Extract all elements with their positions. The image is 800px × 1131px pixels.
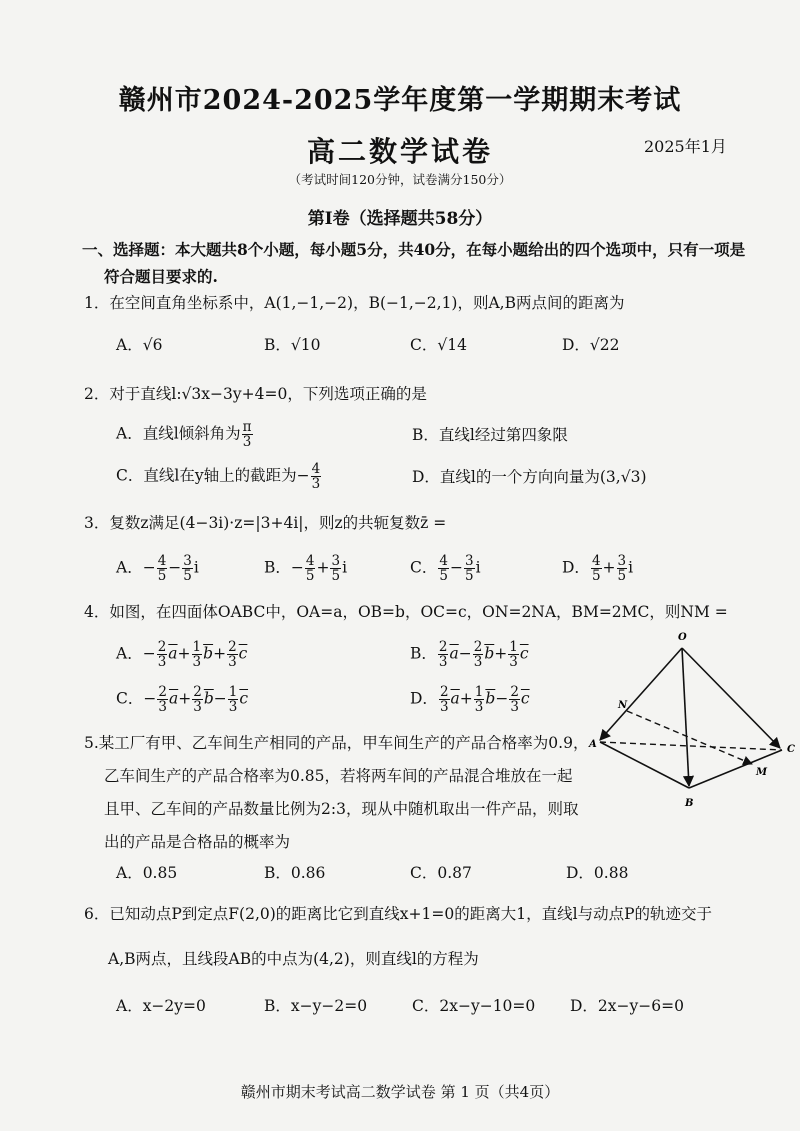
sign: − <box>143 689 157 708</box>
numerator: 4 <box>439 553 448 569</box>
denominator: 3 <box>311 476 321 492</box>
q5-option-a: A．0.85 <box>116 864 178 882</box>
sign: + <box>178 689 192 708</box>
question-5-line3: 且甲、乙车间的产品数量比例为2:3，现从中随机取出一件产品，则取 <box>104 800 579 818</box>
vector-symbol: $\overline{c}$ <box>239 689 249 708</box>
numerator: 2 <box>193 684 202 700</box>
fraction <box>157 640 168 669</box>
sign: − <box>449 558 463 577</box>
section-heading-line1: 一、选择题：本大题共8个小题，每小题5分，共40分，在每小题给出的四个选项中，只有一项是 <box>82 240 746 259</box>
vector-symbol: $\overline{b}$ <box>484 644 495 663</box>
numerator: 1 <box>228 684 238 700</box>
q4-option-c <box>116 685 248 714</box>
exam-date: 2025年1月 <box>644 137 727 156</box>
fraction <box>330 554 341 583</box>
numerator: 2 <box>439 684 449 700</box>
edge-bc <box>689 750 782 788</box>
sign: − <box>290 558 304 577</box>
numerator: 2 <box>473 639 483 655</box>
edge-ab <box>600 742 689 788</box>
q3-option-c <box>410 554 481 583</box>
denominator: 3 <box>193 699 202 715</box>
question-4 <box>84 601 728 623</box>
fraction <box>157 685 168 714</box>
page-footer: 赣州市期末考试高二数学试卷 第 1 页（共4页） <box>240 1083 560 1101</box>
denominator: 3 <box>510 699 519 715</box>
fraction <box>242 420 253 449</box>
numerator: 3 <box>617 553 627 569</box>
question-number: 3． <box>84 514 110 532</box>
denominator: 5 <box>617 568 627 584</box>
numerator: 3 <box>331 553 341 569</box>
denominator: 5 <box>183 568 192 584</box>
numerator: 4 <box>157 553 167 569</box>
q1-option-d: D．√22 <box>562 336 620 354</box>
fraction <box>228 685 239 714</box>
q6-option-c: C．2x−y−10=0 <box>412 997 536 1015</box>
fraction <box>227 640 238 669</box>
vector-symbol: $\overline{c}$ <box>238 644 248 663</box>
fraction <box>438 640 449 669</box>
question-number: 5. <box>84 734 99 752</box>
fraction <box>182 554 193 583</box>
question-text: 对于直线l:√3x−3y+4=0，下列选项正确的是 <box>109 385 427 403</box>
denominator: 3 <box>474 699 484 715</box>
q2-option-b: B．直线l经过第四象限 <box>412 426 568 444</box>
edge-ob <box>682 648 689 786</box>
denominator: 3 <box>439 699 449 715</box>
q6-option-a: A．x−2y=0 <box>116 997 206 1015</box>
vector-symbol: $\overline{b}$ <box>485 689 496 708</box>
q3-option-a <box>116 554 199 583</box>
fraction <box>617 554 628 583</box>
sign: − <box>213 689 227 708</box>
question-5-line4: 出的产品是合格品的概率为 <box>104 833 291 851</box>
exam-subtitle: 高二数学试卷 <box>306 135 493 168</box>
vector-symbol: $\overline{c}$ <box>520 689 530 708</box>
label-a: A <box>589 739 597 750</box>
option-label: D． <box>410 689 438 708</box>
question-3 <box>84 512 446 534</box>
sign: + <box>177 644 191 663</box>
question-2 <box>84 383 427 405</box>
question-6-line1 <box>84 903 712 925</box>
sign: − <box>142 644 156 663</box>
question-5-line2: 乙车间生产的产品合格率为0.85，若将两车间的产品混合堆放在一起 <box>104 767 573 785</box>
part-heading: 第Ⅰ卷（选择题共58分） <box>307 209 493 229</box>
question-number: 1． <box>84 294 110 312</box>
fraction <box>305 554 316 583</box>
option-label: C． <box>410 558 438 577</box>
numerator: 2 <box>157 639 167 655</box>
option-text: C．直线l在y轴上的截距为− <box>116 466 310 485</box>
vector-symbol: $\overline{b}$ <box>203 644 214 663</box>
q5-option-c: C．0.87 <box>410 864 472 882</box>
label-m: M <box>756 767 768 778</box>
q3-option-d <box>562 554 633 583</box>
edge-oc <box>682 648 780 748</box>
q1-option-a: A．√6 <box>116 336 163 354</box>
fraction <box>439 685 450 714</box>
vector-symbol: $\overline{a}$ <box>450 689 460 708</box>
q2-option-c <box>116 462 322 491</box>
exam-note: （考试时间120分钟，试卷满分150分） <box>288 172 512 187</box>
q2-option-d: D．直线l的一个方向向量为(3,√3) <box>412 468 647 486</box>
numerator: 4 <box>311 461 321 477</box>
question-6-line2: A,B两点，且线段AB的中点为(4,2)，则直线l的方程为 <box>108 950 479 968</box>
fraction <box>192 640 203 669</box>
sign: + <box>459 689 473 708</box>
denominator: 3 <box>158 699 167 715</box>
q4-option-d <box>410 685 530 714</box>
denominator: 3 <box>192 654 202 670</box>
exam-title: 赣州市2024-2025学年度第一学期期末考试 <box>118 85 682 116</box>
q4-option-a <box>116 640 247 669</box>
q4-option-b <box>410 640 529 669</box>
numerator: 2 <box>510 684 519 700</box>
imag-unit: i <box>193 558 199 577</box>
q1-option-c: C．√14 <box>410 336 467 354</box>
edge-oa <box>600 648 682 740</box>
sign: + <box>316 558 330 577</box>
sign: − <box>168 558 182 577</box>
numerator: 4 <box>591 553 601 569</box>
numerator: 1 <box>509 639 518 655</box>
fraction <box>464 554 475 583</box>
denominator: 5 <box>464 568 474 584</box>
imag-unit: i <box>342 558 348 577</box>
numerator: 2 <box>158 684 167 700</box>
denominator: 3 <box>509 654 518 670</box>
question-number: 4． <box>84 603 110 621</box>
question-text: 如图，在四面体OABC中，OA=a，OB=b，OC=c，ON=2NA，BM=2MC，则NM = <box>109 603 728 621</box>
fraction <box>157 554 168 583</box>
edge-ac-hidden <box>600 742 782 750</box>
label-o: O <box>678 632 687 643</box>
fraction <box>311 462 322 491</box>
denominator: 5 <box>591 568 601 584</box>
label-n: N <box>618 700 628 711</box>
denominator: 3 <box>228 699 238 715</box>
fraction <box>192 685 203 714</box>
question-text: 复数z满足(4−3i)·z=|3+4i|，则z的共轭复数z̄ = <box>109 514 447 532</box>
numerator: 3 <box>183 553 192 569</box>
sign: + <box>213 644 227 663</box>
denominator: 3 <box>438 654 448 670</box>
sign: + <box>494 644 508 663</box>
numerator: 2 <box>228 639 237 655</box>
sign: − <box>142 558 156 577</box>
vector-symbol: $\overline{a}$ <box>168 689 179 708</box>
option-label: A． <box>116 644 143 663</box>
fraction <box>438 554 449 583</box>
numerator: 4 <box>305 553 315 569</box>
question-text: 已知动点P到定点F(2,0)的距离比它到直线x+1=0的距离大1，直线l与动点P的轨迹交于 <box>109 905 712 923</box>
option-label: B． <box>264 558 291 577</box>
option-label: C． <box>116 689 144 708</box>
q1-option-b: B．√10 <box>264 336 321 354</box>
numerator: π <box>242 419 252 435</box>
vector-symbol: $\overline{a}$ <box>168 644 178 663</box>
sign: − <box>495 689 509 708</box>
question-text: 在空间直角坐标系中，A(1,−1,−2)，B(−1,−2,1)，则A,B两点间的距离为 <box>109 294 625 312</box>
tetrahedron-figure <box>588 628 798 812</box>
numerator: 3 <box>464 553 474 569</box>
q5-option-b: B．0.86 <box>264 864 326 882</box>
numerator: 1 <box>474 684 484 700</box>
fraction <box>509 685 520 714</box>
denominator: 5 <box>305 568 315 584</box>
option-label: D． <box>562 558 590 577</box>
denominator: 3 <box>228 654 237 670</box>
label-b: B <box>685 798 694 809</box>
denominator: 5 <box>439 568 448 584</box>
q2-option-a <box>116 420 254 449</box>
denominator: 3 <box>157 654 167 670</box>
q6-option-d: D．2x−y−6=0 <box>570 997 684 1015</box>
fraction <box>474 685 485 714</box>
sign: + <box>602 558 616 577</box>
imag-unit: i <box>628 558 634 577</box>
label-c: C <box>787 744 795 755</box>
option-label: B． <box>410 644 437 663</box>
option-text: A．直线l倾斜角为 <box>116 424 241 443</box>
denominator: 3 <box>242 434 252 450</box>
denominator: 5 <box>157 568 167 584</box>
fraction <box>591 554 602 583</box>
numerator: 2 <box>438 639 448 655</box>
numerator: 1 <box>192 639 202 655</box>
imag-unit: i <box>475 558 481 577</box>
question-number: 2． <box>84 385 110 403</box>
q6-option-b: B．x−y−2=0 <box>264 997 368 1015</box>
vector-symbol: $\overline{a}$ <box>449 644 459 663</box>
q3-option-b <box>264 554 347 583</box>
question-number: 6． <box>84 905 110 923</box>
sign: − <box>458 644 472 663</box>
question-5-line1 <box>84 727 588 760</box>
option-label: A． <box>116 558 143 577</box>
section-heading-line2: 符合题目要求的. <box>104 267 218 286</box>
vector-nm <box>627 711 752 764</box>
vector-symbol: $\overline{b}$ <box>203 689 214 708</box>
fraction <box>508 640 519 669</box>
denominator: 5 <box>331 568 341 584</box>
fraction <box>473 640 484 669</box>
question-text: 某工厂有甲、乙车间生产相同的产品，甲车间生产的产品合格率为0.9， <box>98 734 589 752</box>
vector-symbol: $\overline{c}$ <box>519 644 529 663</box>
denominator: 3 <box>473 654 483 670</box>
q5-option-d: D．0.88 <box>566 864 629 882</box>
question-1 <box>84 292 625 314</box>
